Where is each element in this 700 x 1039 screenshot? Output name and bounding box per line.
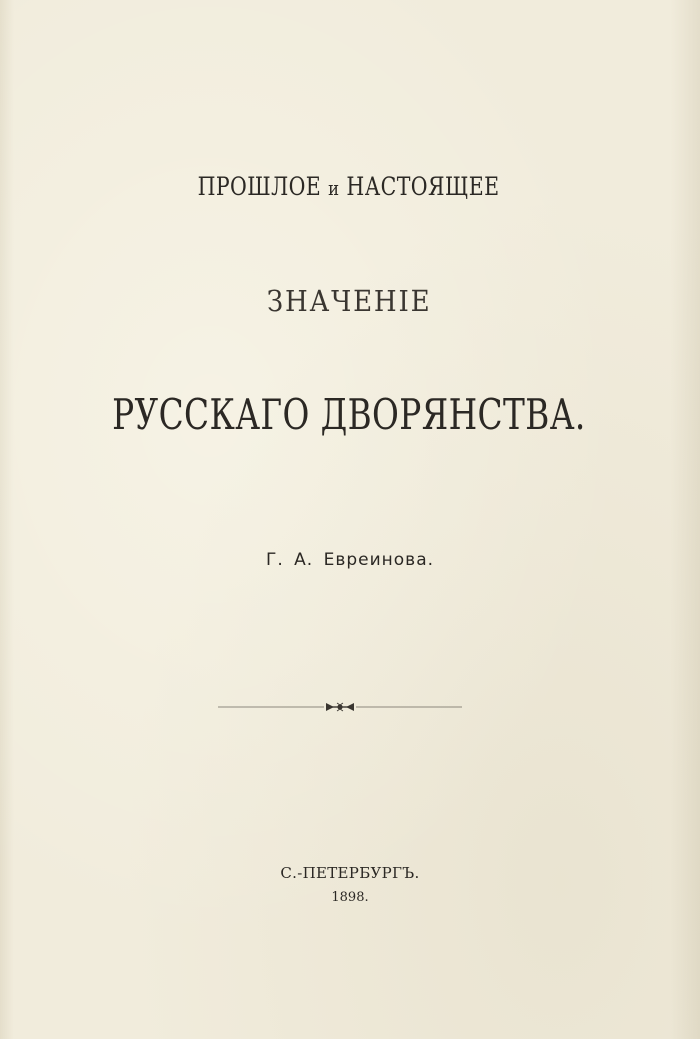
title-word-past: ПРОШЛОЕ xyxy=(197,172,322,201)
title-line-2: ЗНАЧЕНІЕ xyxy=(266,284,432,318)
title-word-present: НАСТОЯЩЕЕ xyxy=(346,172,500,201)
title-line-1 xyxy=(62,172,636,201)
author-name: Г. А. Евреинова. xyxy=(265,550,435,570)
imprint-year: 1898. xyxy=(331,890,369,905)
title-line-3: РУССКАГО ДВОРЯНСТВА. xyxy=(112,390,586,439)
title-conjunction: и xyxy=(328,176,340,200)
imprint-city: С.-ПЕТЕРБУРГЪ. xyxy=(280,864,420,882)
divider-ornament-icon xyxy=(218,700,462,714)
